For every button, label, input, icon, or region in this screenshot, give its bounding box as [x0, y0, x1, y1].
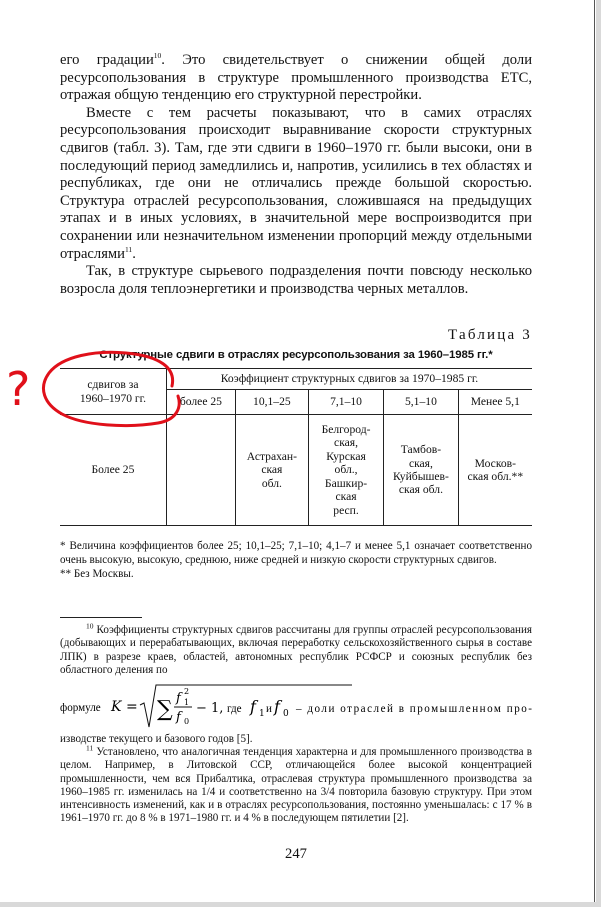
footnote-11-body-b: и соответственно на [215, 785, 321, 798]
cell-line: ская, [334, 436, 359, 450]
column-header-1: более 25 [166, 390, 235, 415]
formula-f1: f [250, 697, 256, 716]
footnote-10-number: 10 [86, 621, 94, 631]
cell-col-1 [166, 415, 235, 526]
cell-line: Куйбышев- [392, 470, 449, 483]
paragraph-1-rest: . Это свидетельствует о снижении общей доли ресурсопользования в структуре промышленного производства ЕТС, отражая общую тенденцию его структурной перестройки. [60, 52, 533, 104]
cell-col-3 [308, 415, 383, 526]
footnote-11-body-a: Установлено, что аналогичная тенденция характерна и для промышленного производства в целом. Например, в Литовской ССР, отличающейся более высокой концентрацией промышленности, чем вся Прибалтика, отраслевая структура промышленного производства за 1960–1985 гг. изменилась на [60, 746, 532, 798]
cell-line: Астрахан- [246, 449, 297, 463]
paragraph-2 [60, 105, 532, 263]
book-page [60, 51, 533, 862]
column-header-2: 10,1–25 [235, 390, 308, 415]
denominator-sub: 0 [184, 717, 190, 726]
column-header-3: 7,1–10 [308, 390, 383, 415]
structural-shifts-table [60, 368, 532, 526]
cell-line: Тамбов- [400, 443, 442, 457]
cell-line: ская обл.** [467, 470, 524, 483]
page-edge-line [594, 0, 595, 902]
formula-and: и [266, 703, 272, 715]
footnote-10-tail-text: изводстве текущего и базового годов [5]. [60, 733, 253, 745]
row-label-cell: Более 25 [60, 415, 166, 526]
footnote-10-tail [60, 733, 532, 746]
formula-prefix: формуле [60, 702, 101, 714]
footnote-10 [60, 621, 532, 677]
footnote-11 [60, 743, 532, 826]
footnote-11-body-c: повторила базовую структуру. При этом интенсивность изменений, как и в отраслях ресурсопользования, постоянно уменьшалась: с 17 % в 1961–1970 гг. до 8 % в 1971–1980 гг. и 4 % в последующем пятилетии [2]. [60, 785, 532, 825]
cell-line: респ. [333, 503, 359, 517]
paragraph-1 [60, 52, 532, 105]
footnote-10-body: Коэффициенты структурных сдвигов рассчитаны для группы отраслей ресурсопользования (добывающих и перерабатывающих, включая переработку сельскохозяйственного сырья в составе ЛПК) в разрезе краев, областей, автономных республик РСФСР и союзных республик без областного деления по [60, 624, 532, 676]
denominator-f: f [176, 710, 181, 725]
formula-svg [60, 683, 532, 731]
table-note-2: ** Без Москвы. [60, 568, 134, 581]
table-number: Таблица 3 [448, 327, 532, 343]
formula-f1-sub: 1 [259, 709, 265, 719]
cell-line: Башкир- [324, 476, 368, 490]
cell-line: обл. [261, 476, 282, 490]
formula-line [60, 683, 532, 731]
group-header-cell: Коэффициент структурных сдвигов за 1970–1985 гг. [166, 369, 532, 390]
formula-minus-one: − 1, [196, 701, 224, 716]
table-title: Структурные сдвиги в отраслях ресурсопользования за 1960–1985 гг.* [99, 349, 493, 361]
column-header-5: Менее 5,1 [458, 390, 532, 415]
page-number: 247 [285, 846, 307, 862]
cell-col-2 [235, 415, 308, 526]
footnote-10-text [60, 621, 532, 677]
numerator-f: f [176, 691, 181, 706]
cell-line: ская [261, 463, 283, 477]
cell-col-4 [384, 415, 458, 526]
row-header-cell [60, 369, 166, 415]
row-header-line-2: 1960–1970 гг. [79, 391, 147, 405]
cell-line: ская обл. [398, 483, 443, 497]
numerator-sup: 2 [184, 687, 190, 696]
formula-f0-sub: 0 [283, 709, 289, 719]
paragraph-1-start: его градации [60, 52, 154, 68]
column-header-4: 5,1–10 [384, 390, 458, 415]
footnote-11-number: 11 [86, 743, 94, 753]
paragraph-2-text: Вместе с тем расчеты показывают, что в самих отраслях ресурсопользования происходит выравнивание скорости структурных сдвигов (табл. 3). Там, где эти сдвиги в 1960–1970 гг. были высоки, они в последующий период замедлились и, напротив, усилились в тех областях и республиках, где они не отличались прежде большой скоростью. Структура отраслей ресурсопользования, сложившаяся на предыдущих этапах и в иных условиях, в значительной мере воспроизводится при сохранении или незначительном изменении пропорций между отдельными отраслями [60, 104, 532, 262]
cell-line: ская [335, 490, 357, 504]
cell-col-5 [458, 415, 532, 526]
cell-line: Белгород- [321, 423, 371, 437]
formula-k: K [111, 699, 122, 715]
table-notes [60, 539, 532, 582]
footnote-11-text [60, 743, 532, 826]
formula-suffix: – доли отраслей в промышленном про- [296, 703, 532, 715]
body-text [60, 52, 532, 298]
cell-line: Курская [326, 449, 366, 463]
row-header-line-1: сдвигов за [87, 378, 139, 392]
formula-eq: = [126, 699, 138, 715]
footnote-separator [60, 617, 142, 618]
cell-line: Москов- [474, 456, 516, 470]
fraction-three-quarters: 3/4 [320, 785, 335, 798]
formula-f0: f [274, 697, 280, 716]
viewer-border-right [596, 0, 601, 907]
paragraph-2-end: . [132, 245, 136, 262]
footnote-ref-11[interactable]: 11 [124, 244, 133, 254]
cell-line: ская, [408, 456, 433, 470]
cell-line: обл., [334, 463, 358, 477]
paragraph-3: Так, в структуре сырьевого подразделения почти повсюду несколько возросла доля теплоэнергетики и производства черных металлов. [60, 263, 532, 297]
sum-symbol: ∑ [157, 697, 173, 722]
fraction-quarter: 1/4 [201, 785, 216, 798]
footnote-ref-10[interactable]: 10 [153, 51, 162, 61]
formula-gde: где [227, 703, 242, 715]
red-question-mark: ? [6, 362, 31, 416]
numerator-sub: 1 [184, 698, 190, 707]
viewer-border-bottom [0, 902, 601, 907]
table-note-1: * Величина коэффициентов более 25; 10,1–25; 7,1–10; 4,1–7 и менее 5,1 означает соответственно очень высокую, высокую, среднюю, ниже средней и низкую скорости структурных сдвигов. [60, 540, 532, 567]
